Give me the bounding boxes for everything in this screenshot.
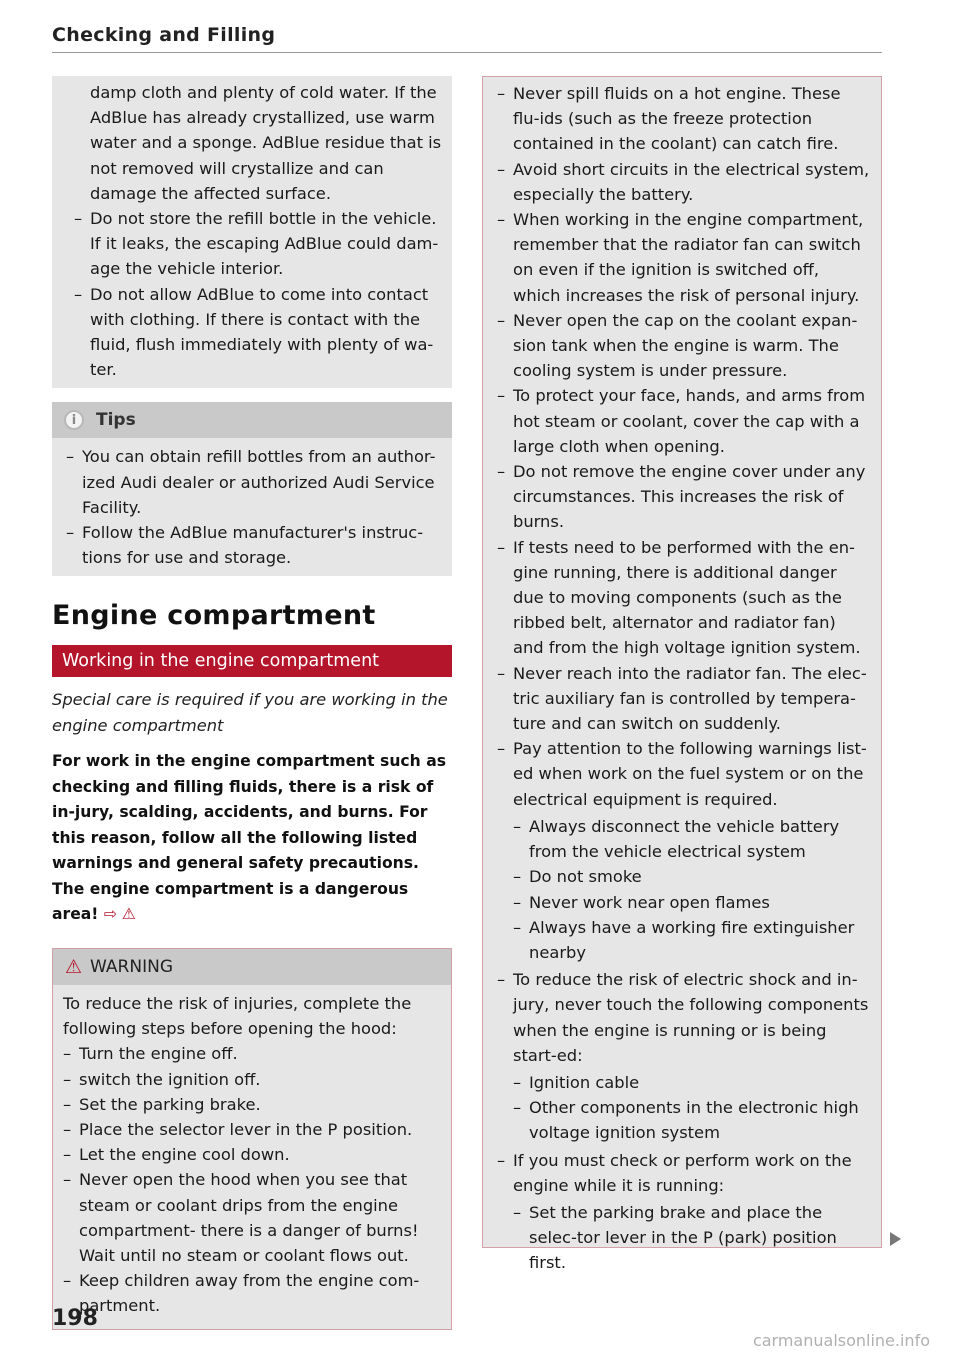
list-item: – Never open the cap on the coolant expan-sion tank when the engine is warm. The cooling system is under pressure. (489, 308, 871, 384)
header-divider (52, 52, 882, 53)
list-item: – Never reach into the radiator fan. The elec-tric auxiliary fan is controlled by tempera-ture and can switch on suddenly. (489, 661, 871, 737)
warning-triangle-icon: ⚠ (65, 955, 83, 978)
list-item: – Place the selector lever in the P position. (63, 1117, 441, 1142)
warning-header (53, 949, 451, 985)
running-item-text: If you must check or perform work on the engine while it is running: (513, 1150, 852, 1195)
continued-text: damp cloth and plenty of cold water. If the AdBlue has already crystallized, use warm water and a sponge. AdBlue residue that is not removed will crystallize and can damage the affected surface. (90, 83, 442, 203)
info-icon: i (64, 410, 84, 430)
sub-list-item: – Never work near open flames (513, 890, 871, 915)
section-title: Engine compartment (52, 600, 376, 632)
list-item: – Do not allow AdBlue to come into contact with clothing. If there is contact with the fluid, flush immediately with plenty of wa-ter. (66, 282, 442, 383)
warning-continued-box (482, 76, 882, 1273)
list-item (489, 967, 871, 1145)
page-number: 198 (52, 1306, 98, 1331)
running-sublist (513, 1200, 871, 1276)
engine-warnings-list (489, 81, 871, 1276)
list-item: – To protect your face, hands, and arms from hot steam or coolant, cover the cap with a large cloth when opening. (489, 383, 871, 459)
sub-list-item: – Always disconnect the vehicle battery from the vehicle electrical system (513, 814, 871, 864)
tips-header (52, 402, 452, 438)
list-item: – Never spill fluids on a hot engine. These flu-ids (such as the freeze protection contained in the coolant) can catch fire. (489, 81, 871, 157)
sub-list-item: – Ignition cable (513, 1070, 871, 1095)
list-item: – If tests need to be performed with the en-gine running, there is additional danger due to moving components (such as the ribbed belt, alternator and radiator fan) and from the high voltage ignition system. (489, 535, 871, 661)
continue-arrow-icon[interactable] (890, 1232, 901, 1246)
sub-list-item: – Set the parking brake and place the selec-tor lever in the P (park) position first. (513, 1200, 871, 1276)
list-item: – Keep children away from the engine com-partment. (63, 1268, 441, 1318)
list-item (489, 736, 871, 965)
warning-body (53, 985, 451, 1329)
safety-notice (52, 749, 452, 928)
page-header-title: Checking and Filling (52, 24, 276, 46)
list-item: – Do not store the refill bottle in the vehicle. If it leaks, the escaping AdBlue could dam-age the vehicle interior. (66, 206, 442, 282)
adblue-warning-list (66, 206, 442, 382)
warning-lead: To reduce the risk of injuries, complete the following steps before opening the hood: (63, 993, 412, 1039)
fuel-item-text: Pay attention to the following warnings list-ed when work on the fuel system or on the electrical equipment is required. (513, 739, 867, 809)
list-item: – switch the ignition off. (63, 1067, 441, 1092)
adblue-warning-continued-box (52, 76, 452, 388)
warning-steps-list (63, 1041, 441, 1318)
sub-list-item: – Always have a working fire extinguisher nearby (513, 915, 871, 965)
intro-text: Special care is required if you are working in the engine compartment (52, 690, 448, 736)
tips-title: Tips (96, 410, 136, 431)
fuel-sublist (513, 814, 871, 965)
list-item: – You can obtain refill bottles from an author-ized Audi dealer or authorized Audi Service Facility. (58, 444, 442, 520)
shock-sublist (513, 1070, 871, 1146)
list-item: – When working in the engine compartment, remember that the radiator fan can switch on even if the ignition is switched off, which increases the risk of personal injury. (489, 207, 871, 308)
list-item: – Follow the AdBlue manufacturer's instruc-tions for use and storage. (58, 520, 442, 570)
tips-body (52, 438, 452, 576)
watermark: carmanualsonline.info (752, 1331, 930, 1350)
tips-list (58, 444, 442, 570)
list-item: – Never open the hood when you see that steam or coolant drips from the engine compartment- there is a danger of burns! Wait until no steam or coolant flows out. (63, 1167, 441, 1268)
list-item: – Turn the engine off. (63, 1041, 441, 1066)
subsection-title: Working in the engine compartment (52, 645, 452, 677)
list-item: – Set the parking brake. (63, 1092, 441, 1117)
sub-list-item: – Other components in the electronic high voltage ignition system (513, 1095, 871, 1145)
right-column (482, 76, 882, 1273)
warning-reference-link[interactable]: ⇨ ⚠ (103, 905, 136, 924)
tips-box (52, 402, 452, 576)
shock-item-text: To reduce the risk of electric shock and in-jury, never touch the following components when the engine is running or is being start-ed: (513, 970, 869, 1065)
left-column (52, 76, 452, 1330)
warning-box (52, 948, 452, 1330)
list-item (489, 1148, 871, 1276)
list-item: – Let the engine cool down. (63, 1142, 441, 1167)
list-item: – Avoid short circuits in the electrical system, especially the battery. (489, 157, 871, 207)
list-item: – Do not remove the engine cover under any circumstances. This increases the risk of burns. (489, 459, 871, 535)
warning-title: WARNING (90, 956, 173, 977)
sub-list-item: – Do not smoke (513, 864, 871, 889)
safety-notice-text: For work in the engine compartment such as checking and filling fluids, there is a risk of in-jury, scalding, accidents, and burns. For this reason, follow all the following listed warnings and general safety precautions. The engine compartment is a dangerous area! (52, 752, 446, 924)
